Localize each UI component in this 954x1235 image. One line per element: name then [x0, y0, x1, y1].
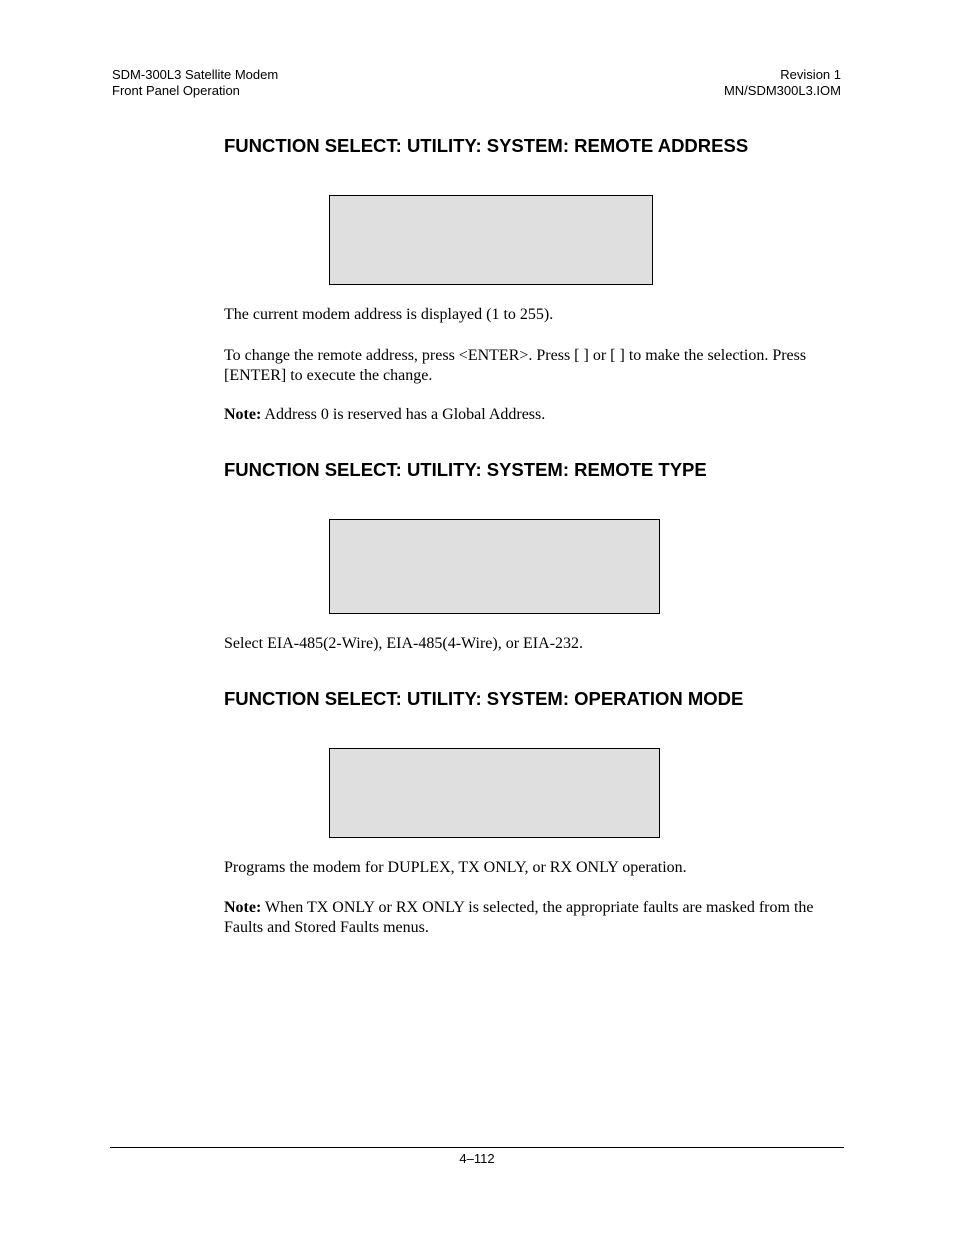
paragraph-remote-address-current: The current modem address is displayed (1 to 255). [224, 306, 554, 323]
paragraph-remote-address-change: To change the remote address, press <ENTER>. Press [ ] or [ ] to make the selection. Press [ENTER] to execute the change. [224, 347, 807, 384]
lcd-display-remote-type [329, 519, 660, 614]
note-text: Address 0 is reserved has a Global Address. [261, 406, 546, 423]
footer-divider [110, 1147, 844, 1148]
paragraph-remote-type: Select EIA-485(2-Wire), EIA-485(4-Wire), or EIA-232. [224, 635, 584, 652]
note-operation-mode [224, 898, 839, 937]
paragraph-operation-mode: Programs the modem for DUPLEX, TX ONLY, or RX ONLY operation. [224, 859, 687, 876]
page-number: 4–112 [459, 1151, 495, 1166]
note-remote-address [224, 405, 839, 425]
note-text: When TX ONLY or RX ONLY is selected, the appropriate faults are masked from the Faults and Stored Faults menus. [224, 899, 814, 936]
lcd-display-remote-address [329, 195, 653, 285]
running-header-right [724, 67, 841, 99]
document-title: SDM-300L3 Satellite Modem [112, 67, 279, 82]
document-number: MN/SDM300L3.IOM [723, 83, 841, 98]
running-header-left [112, 67, 278, 99]
section-heading-operation-mode: FUNCTION SELECT: UTILITY: SYSTEM: OPERATION MODE [224, 688, 744, 709]
note-label: Note: [224, 899, 262, 916]
section-heading-remote-address: FUNCTION SELECT: UTILITY: SYSTEM: REMOTE ADDRESS [224, 135, 749, 156]
section-heading-remote-type: FUNCTION SELECT: UTILITY: SYSTEM: REMOTE TYPE [224, 459, 707, 480]
chapter-title: Front Panel Operation [112, 83, 240, 98]
revision-label: Revision 1 [780, 67, 841, 82]
note-label: Note: [224, 406, 262, 423]
lcd-display-operation-mode [329, 748, 660, 838]
